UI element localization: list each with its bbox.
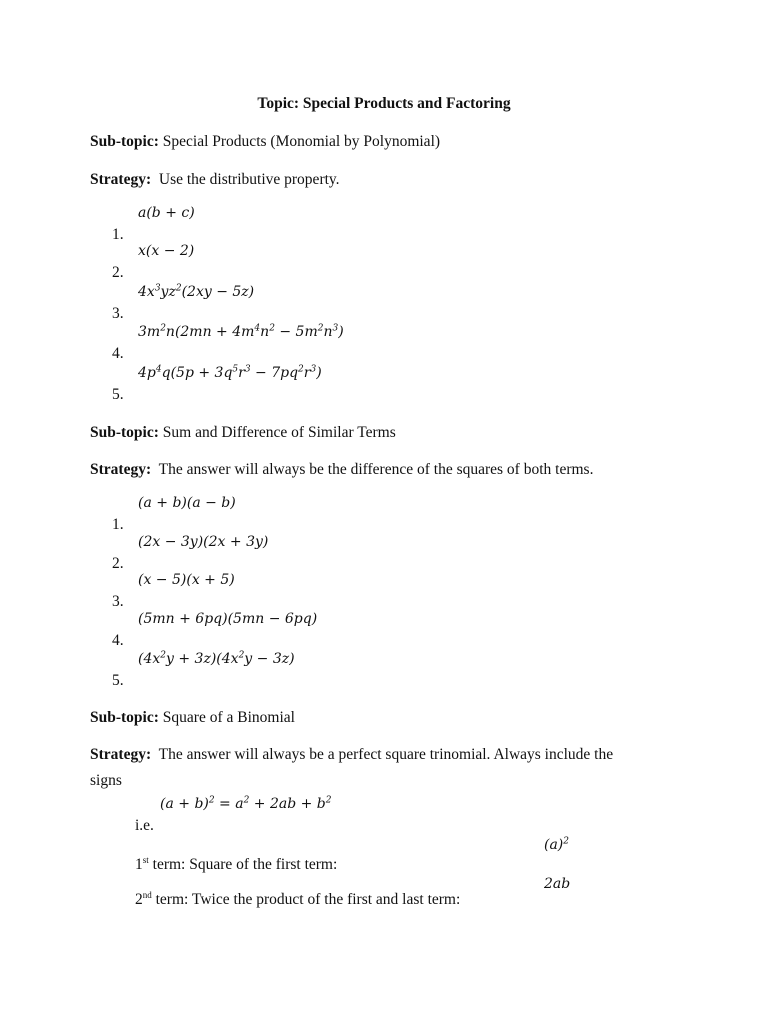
- term-ordinal: 2: [135, 891, 143, 908]
- term-text: term: Square of the first term:: [148, 856, 338, 873]
- strategy-label: Strategy:: [90, 461, 152, 478]
- item-number: 4.: [112, 345, 124, 362]
- item-number: 4.: [112, 632, 124, 649]
- binomial-formula: $(a + b)^2 = a^2 + 2ab + b^2$: [160, 795, 332, 812]
- strategy-3: [90, 746, 613, 764]
- strategy-continuation: signs: [90, 772, 122, 789]
- expression: x(x − 2): [138, 243, 195, 259]
- expression: (5mn + 6pq)(5mn − 6pq): [138, 611, 318, 627]
- expression: $4p^4q(5p + 3q^5r^3 - 7pq^2r^3)$: [138, 364, 322, 381]
- subtopic-label: Sub-topic:: [90, 133, 159, 150]
- term-1-line: [135, 856, 337, 874]
- strategy-text: The answer will always be the difference of the squares of both terms.: [158, 461, 594, 478]
- item-number: 1.: [112, 516, 124, 533]
- item-number: 1.: [112, 226, 124, 243]
- term-expression: 2ab: [544, 876, 571, 892]
- strategy-text: Use the distributive property.: [158, 171, 340, 188]
- expression: $4x^3yz^2(2xy - 5z)$: [138, 283, 255, 300]
- expression: $3m^2n(2mn + 4m^4n^2 - 5m^2n^3)$: [138, 323, 344, 340]
- expression: (a + b)(a − b): [138, 495, 236, 511]
- item-number: 2.: [112, 264, 124, 281]
- term-ordinal: 1: [135, 856, 143, 873]
- subtopic-2: [90, 424, 396, 442]
- item-number: 5.: [112, 672, 124, 689]
- subtopic-text: Square of a Binomial: [162, 709, 295, 726]
- strategy-label: Strategy:: [90, 746, 152, 763]
- strategy-text: The answer will always be a perfect square trinomial. Always include the: [158, 746, 614, 763]
- subtopic-1: [90, 133, 440, 151]
- page-title: Topic: Special Products and Factoring: [257, 95, 511, 112]
- strategy-label: Strategy:: [90, 171, 152, 188]
- subtopic-label: Sub-topic:: [90, 709, 159, 726]
- ie-label: i.e.: [135, 817, 154, 834]
- expression: (2x − 3y)(2x + 3y): [138, 534, 269, 550]
- term-text: term: Twice the product of the first and last term:: [151, 891, 461, 908]
- strategy-2: [90, 461, 593, 479]
- subtopic-text: Special Products (Monomial by Polynomial): [162, 133, 441, 150]
- item-number: 3.: [112, 305, 124, 322]
- subtopic-text: Sum and Difference of Similar Terms: [162, 424, 396, 441]
- expression: (x − 5)(x + 5): [138, 572, 235, 588]
- subtopic-3: [90, 709, 295, 727]
- expression: a(b + c): [138, 205, 195, 221]
- term-2-line: [135, 891, 460, 909]
- strategy-1: [90, 171, 340, 189]
- expression: $(4x^2y + 3z)(4x^2y - 3z)$: [138, 650, 295, 667]
- ordinal-suffix: st: [142, 854, 149, 865]
- item-number: 3.: [112, 593, 124, 610]
- ordinal-suffix: nd: [142, 889, 152, 900]
- subtopic-label: Sub-topic:: [90, 424, 159, 441]
- item-number: 2.: [112, 555, 124, 572]
- item-number: 5.: [112, 386, 124, 403]
- term-expression: $(a)^2$: [544, 836, 570, 853]
